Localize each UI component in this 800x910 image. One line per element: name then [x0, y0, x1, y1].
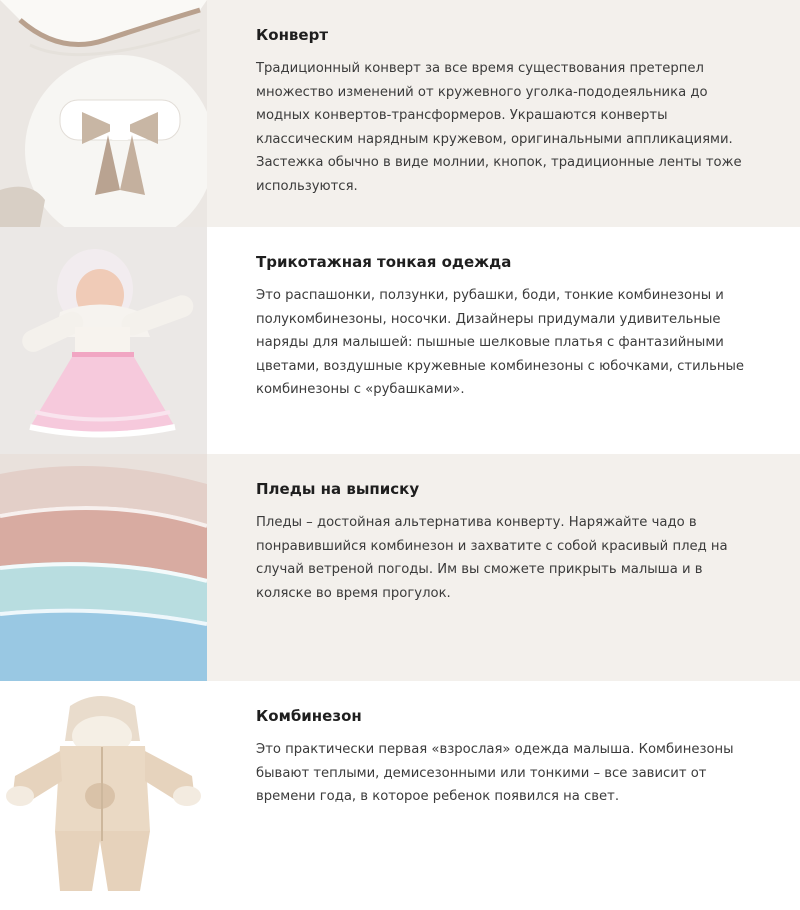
section-body: Это распашонки, ползунки, рубашки, боди, тонкие комбинезоны и полукомбинезоны, носочки. Дизайнеры придумали удивительные наряды для малышей: пышные шелковые платья с фантазийными цветами, воздушные кружевные комбинезоны с юбочками, стильные комбинезоны с «рубашками». [256, 288, 745, 397]
blankets-photo [0, 454, 207, 681]
section-knitwear [0, 227, 800, 454]
knitwear-text [256, 253, 746, 402]
jumpsuit-photo [0, 681, 207, 910]
section-title: Комбинезон [256, 707, 362, 725]
section-body: Это практически первая «взрослая» одежда малыша. Комбинезоны бывают теплыми, демисезонными или тонкими – все зависит от времени года, в которое ребенок появился на свет. [256, 742, 734, 804]
section-title: Конверт [256, 26, 329, 44]
section-title: Пледы на выписку [256, 480, 420, 498]
section-blankets [0, 454, 800, 681]
section-jumpsuit [0, 681, 800, 910]
section-body: Традиционный конверт за все время существования претерпел множество изменений от кружевного уголка-пододеяльника до модных конвертов-трансформеров. Украшаются конверты классическим нарядным кружевом, оригинальными аппликациями. Застежка обычно в виде молнии, кнопок, традиционные ленты тоже используются. [256, 61, 742, 194]
envelope-text [256, 26, 746, 198]
blankets-text [256, 480, 746, 605]
section-envelope [0, 0, 800, 227]
section-title: Трикотажная тонкая одежда [256, 253, 512, 271]
jumpsuit-text [256, 707, 746, 809]
section-body: Пледы – достойная альтернатива конверту. Наряжайте чадо в понравившийся комбинезон и захватите с собой красивый плед на случай ветреной погоды. Им вы сможете прикрыть малыша и в коляске во время прогулок. [256, 515, 728, 601]
knitwear-photo [0, 227, 207, 454]
envelope-photo [0, 0, 207, 227]
